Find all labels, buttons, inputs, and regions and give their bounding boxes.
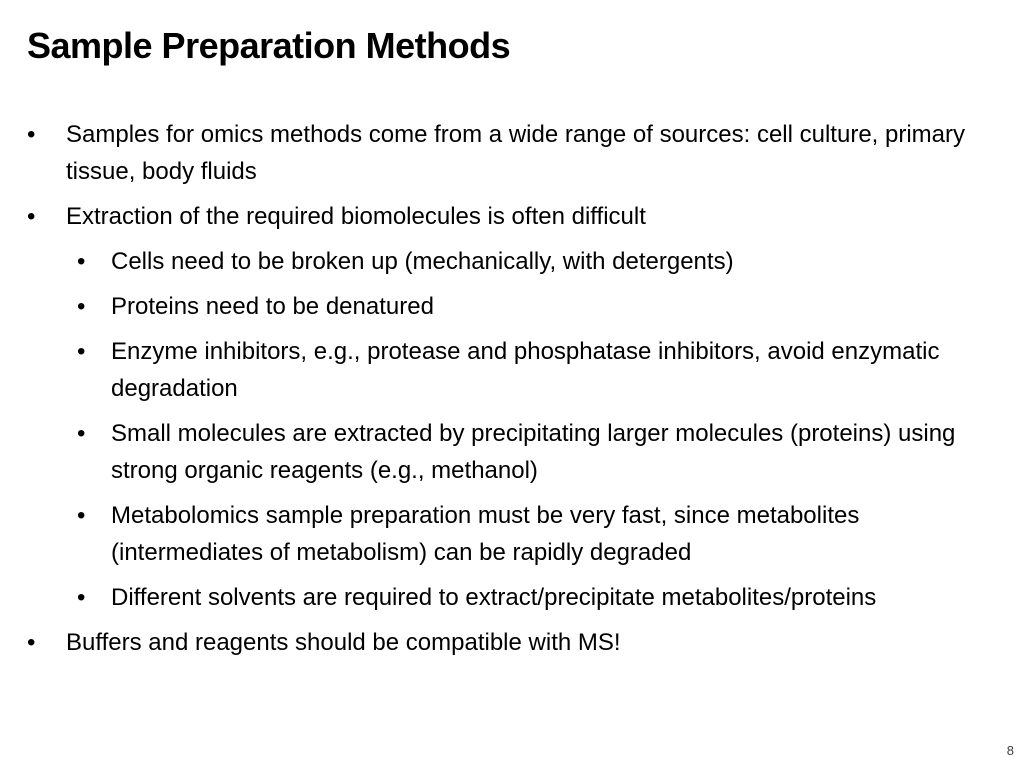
sub-bullet-item bbox=[0, 243, 1024, 280]
bullet-marker: • bbox=[27, 121, 36, 148]
sub-bullet-item bbox=[0, 579, 1024, 616]
bullet-item bbox=[0, 624, 1024, 661]
bullet-item bbox=[0, 116, 1024, 190]
sub-bullet-item bbox=[0, 288, 1024, 325]
bullet-text: Samples for omics methods come from a wide range of sources: cell culture, primary tissue, body fluids bbox=[66, 121, 966, 185]
bullet-marker: • bbox=[77, 248, 86, 275]
bullet-text: Buffers and reagents should be compatible with MS! bbox=[66, 629, 621, 656]
sub-bullet-text: Cells need to be broken up (mechanically, with detergents) bbox=[111, 248, 734, 275]
bullet-marker: • bbox=[77, 584, 86, 611]
bullet-marker: • bbox=[27, 203, 36, 230]
sub-bullet-text: Proteins need to be denatured bbox=[111, 293, 434, 320]
bullet-marker: • bbox=[77, 293, 86, 320]
sub-bullet-item bbox=[0, 333, 1024, 407]
sub-bullet-item bbox=[0, 415, 1024, 489]
slide-title: Sample Preparation Methods bbox=[27, 25, 511, 66]
bullet-marker: • bbox=[77, 502, 86, 529]
bullet-text: Extraction of the required biomolecules is often difficult bbox=[66, 203, 646, 230]
sub-bullet-text: Metabolomics sample preparation must be very fast, since metabolites (intermediates of metabolism) can be rapidly degraded bbox=[111, 502, 860, 566]
page-number: 8 bbox=[1006, 743, 1014, 758]
bullet-marker: • bbox=[27, 629, 36, 656]
sub-bullet-item bbox=[0, 497, 1024, 571]
bullet-marker: • bbox=[77, 338, 86, 365]
bullet-item bbox=[0, 198, 1024, 235]
sub-bullet-text: Different solvents are required to extract/precipitate metabolites/proteins bbox=[111, 584, 877, 611]
bullet-marker: • bbox=[77, 420, 86, 447]
sub-bullet-text: Small molecules are extracted by precipitating larger molecules (proteins) using strong organic reagents (e.g., methanol) bbox=[111, 420, 956, 484]
sub-bullet-text: Enzyme inhibitors, e.g., protease and phosphatase inhibitors, avoid enzymatic degradation bbox=[111, 338, 940, 402]
bullet-list bbox=[0, 116, 1024, 669]
